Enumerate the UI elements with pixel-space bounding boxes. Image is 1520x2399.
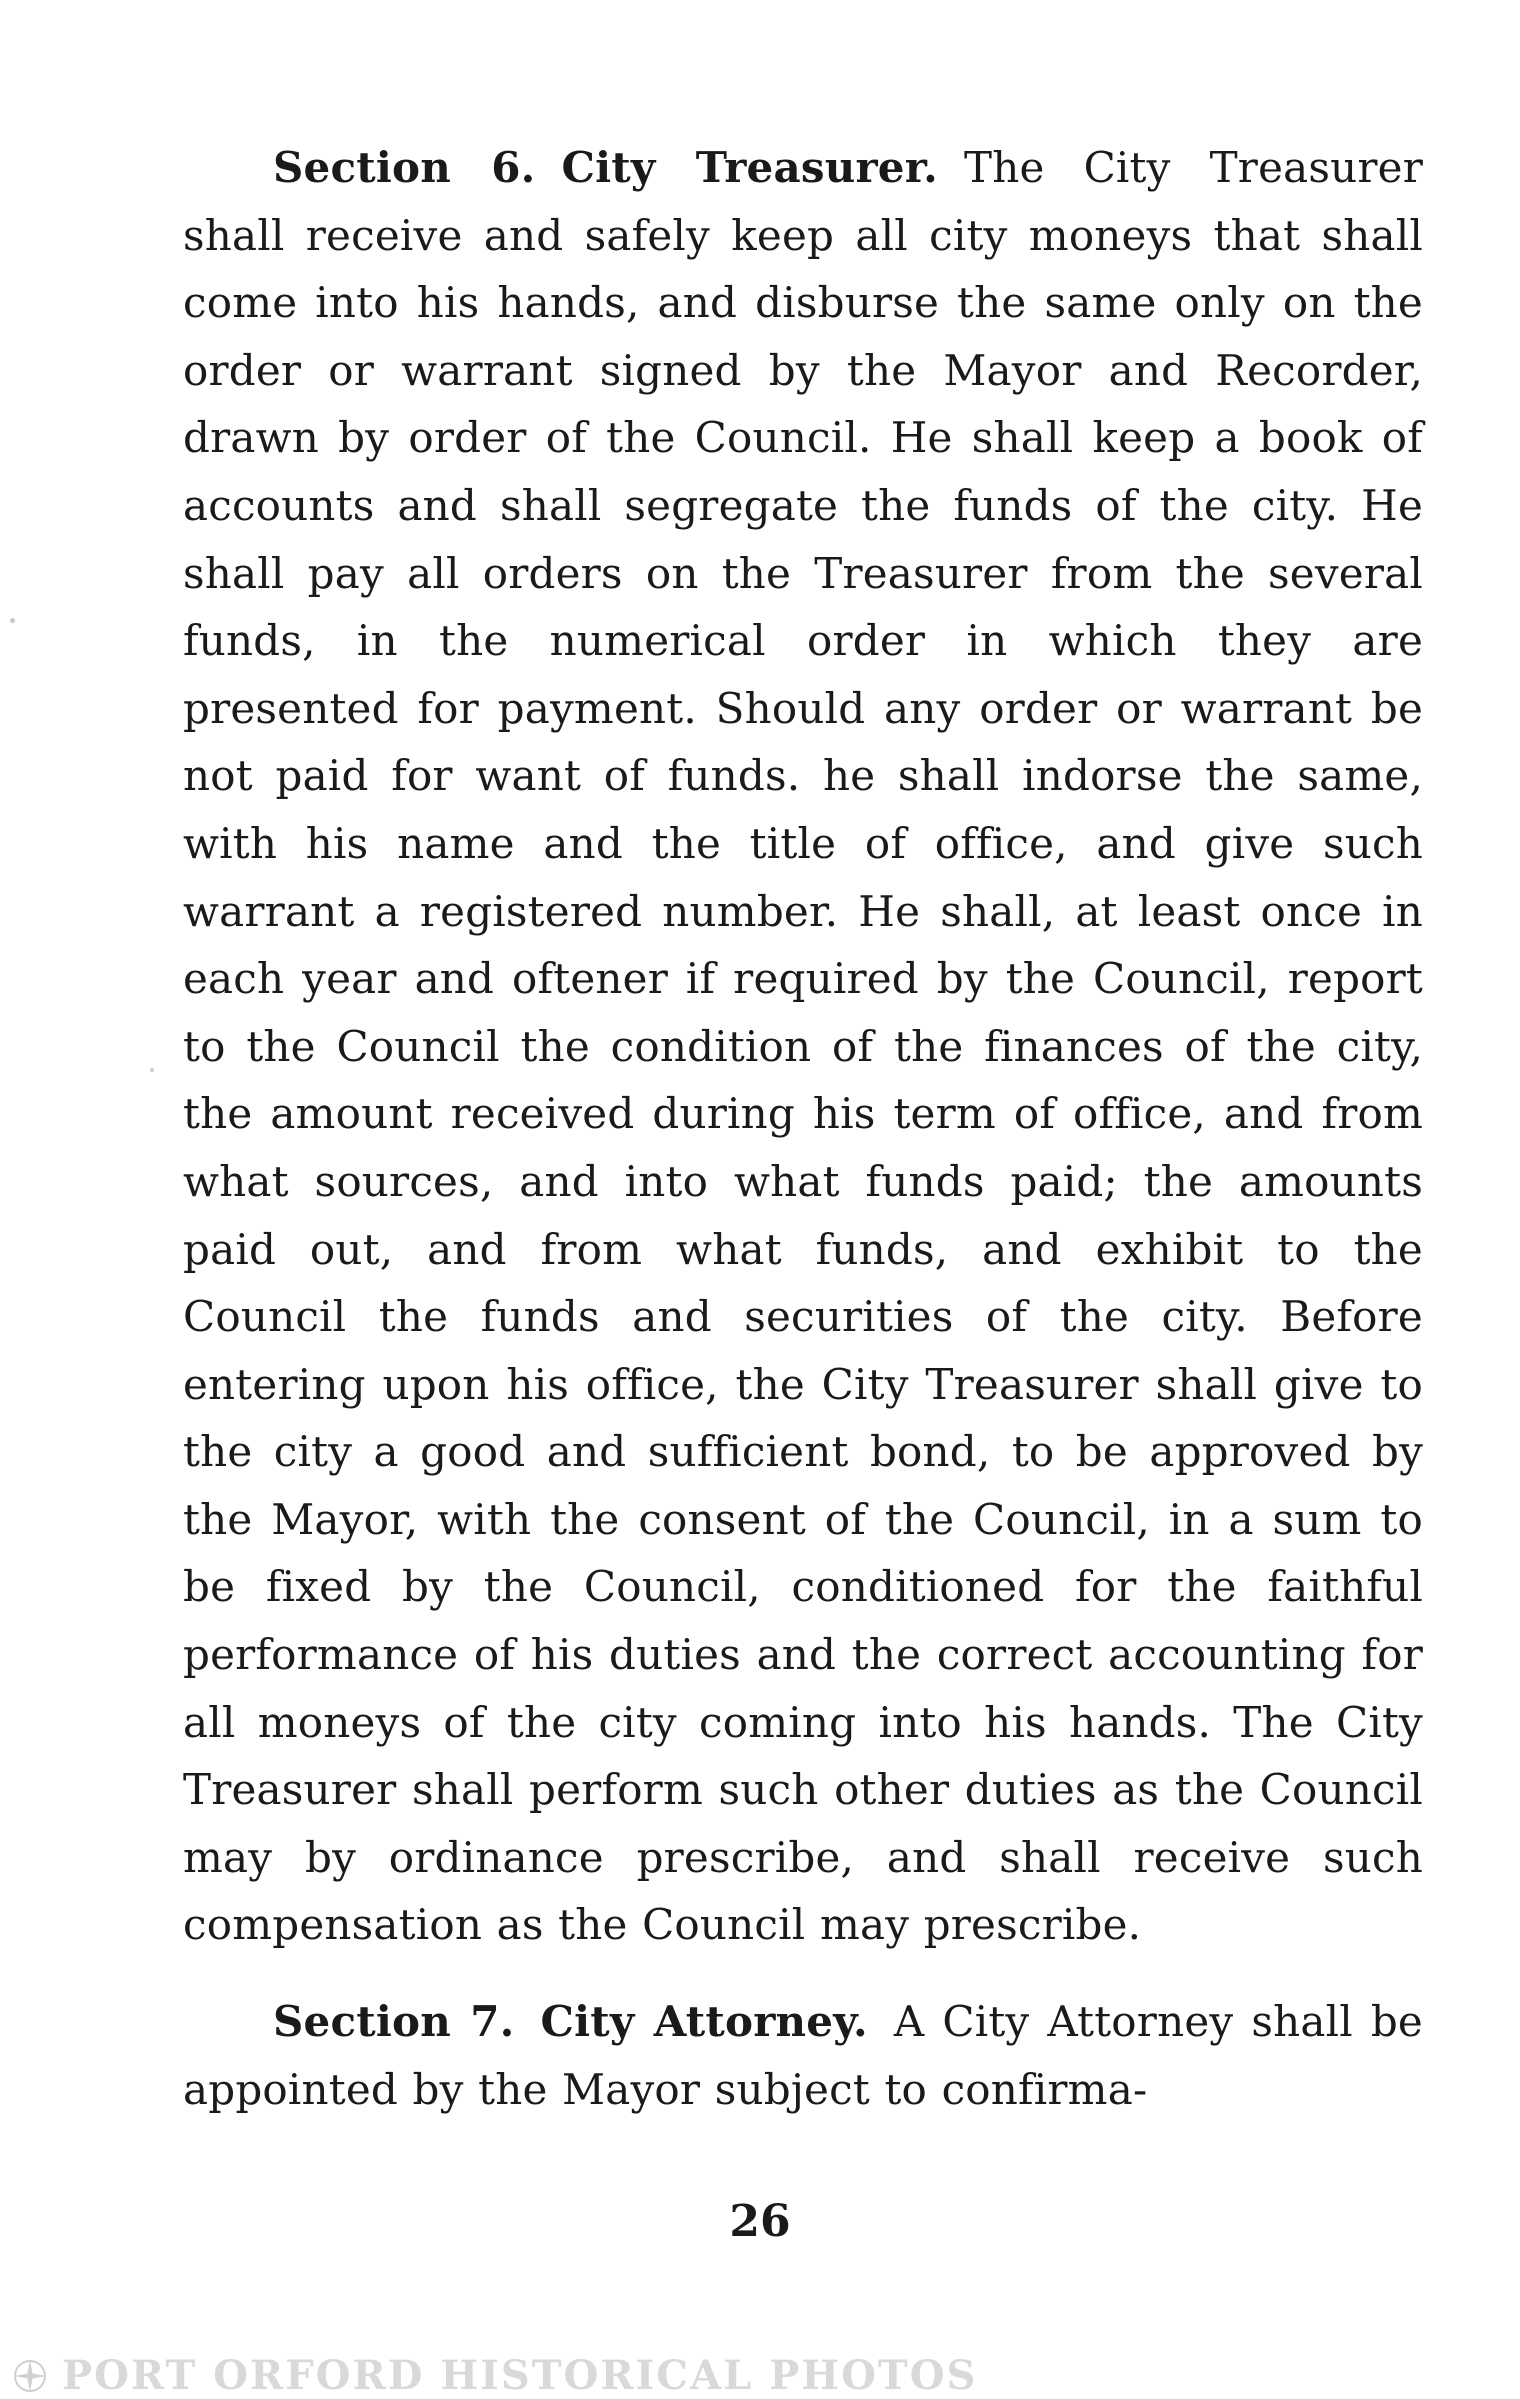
margin-speck xyxy=(10,618,15,623)
section-7-paragraph xyxy=(183,1988,1423,2123)
section-6-body: The City Treasurer shall receive and safely keep all city moneys that shall come into his hands, and disburse the same only on the order or warrant signed by the Mayor and Recorder, drawn by order of the Council. He shall keep a book of accounts and shall segregate the funds of the city. He shall pay all orders on the Treasurer from the several funds, in the numerical order in which they are presented for payment. Should any order or warrant be not paid for want of funds. he shall indorse the same, with his name and the title of office, and give such warrant a registered number. He shall, at least once in each year and oftener if required by the Council, report to the Council the condition of the finances of the city, the amount received during his term of office, and from what sources, and into what funds paid; the amounts paid out, and from what funds, and exhibit to the Council the funds and securities of the city. Before entering upon his office, the City Treasurer shall give to the city a good and sufficient bond, to be approved by the Mayor, with the consent of the Council, in a sum to be fixed by the Council, conditioned for the faithful performance of his duties and the correct accounting for all moneys of the city coming into his hands. The City Treasurer shall perform such other duties as the Council may by ordinance prescribe, and shall receive such compensation as the Council may prescribe. xyxy=(183,143,1423,1950)
section-6-title: City Treasurer. xyxy=(561,143,938,192)
section-6-paragraph xyxy=(183,134,1423,1959)
compass-rose-icon xyxy=(12,2358,48,2394)
page-number: 26 xyxy=(729,2196,791,2247)
section-7-body: A City Attorney shall be appointed by the Mayor subject to confirma- xyxy=(183,1997,1423,2114)
watermark xyxy=(12,2352,977,2399)
section-6-label: Section 6. xyxy=(273,143,536,192)
margin-speck xyxy=(150,1068,154,1072)
section-7-label: Section 7. xyxy=(273,1997,515,2046)
watermark-text: PORT ORFORD HISTORICAL PHOTOS xyxy=(62,2352,978,2399)
section-7-title: City Attorney. xyxy=(540,1997,868,2046)
